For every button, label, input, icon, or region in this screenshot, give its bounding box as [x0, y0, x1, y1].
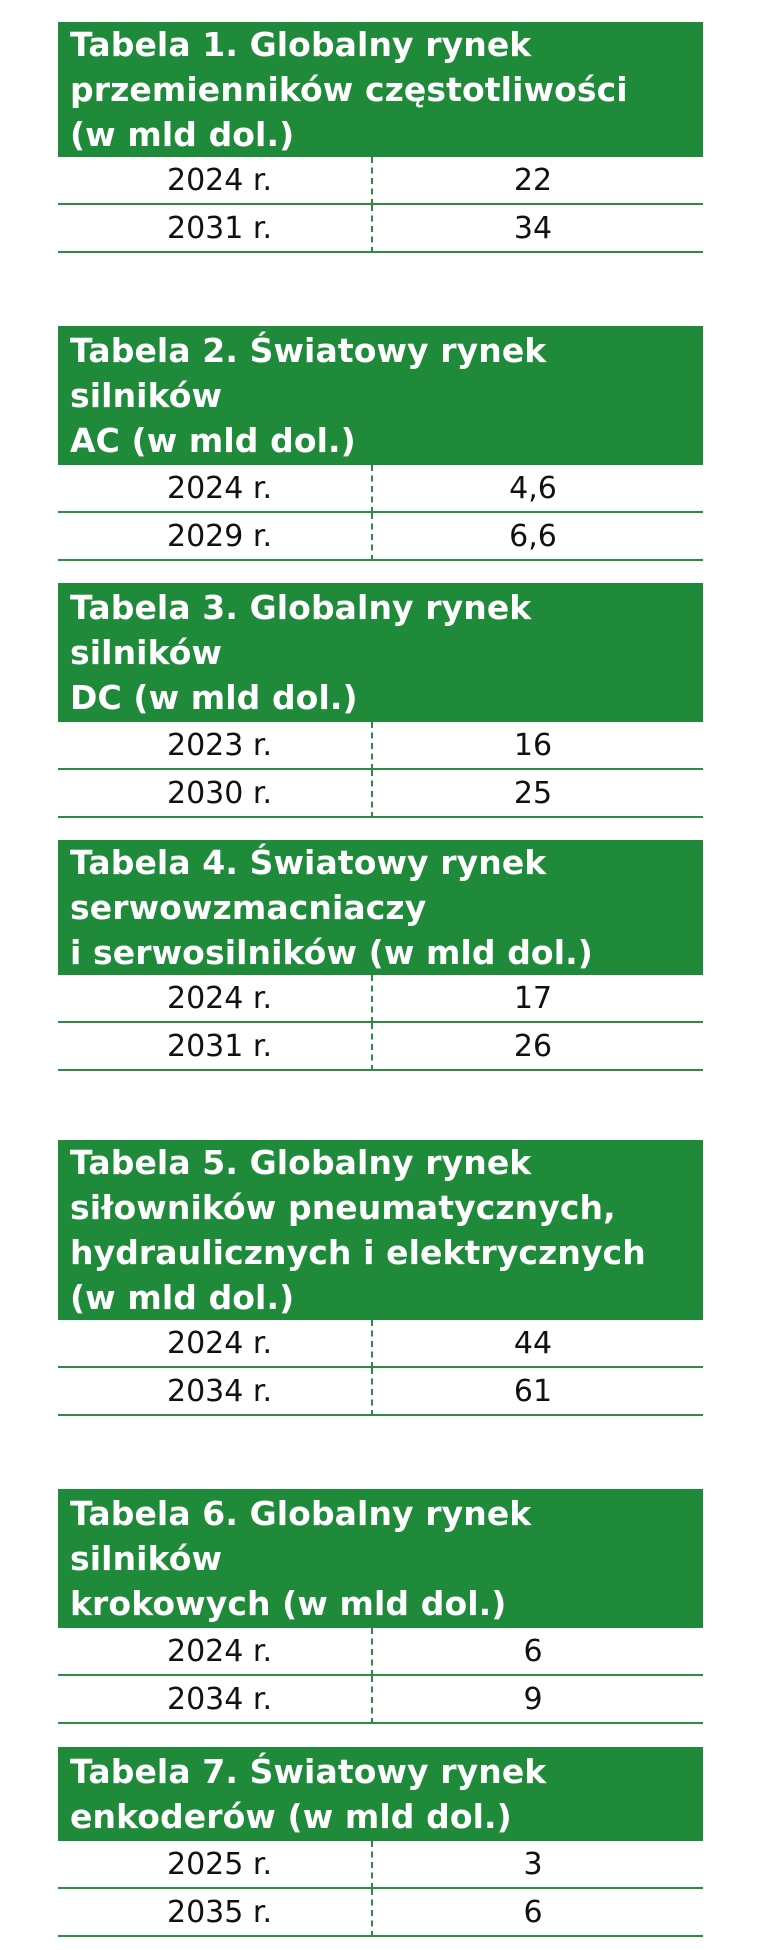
year-cell: 2034 r. [167, 1373, 272, 1409]
year-cell: 2024 r. [167, 470, 272, 506]
year-cell: 2024 r. [167, 1633, 272, 1669]
value-cell: 3 [523, 1846, 543, 1882]
table-6-title-line-2: krokowych (w mld dol.) [70, 1584, 507, 1623]
table-5-title-line-1: Tabela 5. Globalny rynek [70, 1143, 532, 1182]
value-cell: 44 [513, 1325, 553, 1361]
year-cell: 2030 r. [167, 775, 272, 811]
value-cell: 6 [523, 1894, 543, 1930]
table-row [58, 1368, 703, 1416]
year-cell: 2024 r. [167, 162, 272, 198]
table-1-title-line-2: przemienników częstotliwości [70, 70, 628, 109]
value-cell: 6,6 [509, 518, 557, 554]
table-4 [58, 840, 703, 1071]
value-cell: 61 [513, 1373, 553, 1409]
table-1-title-line-3: (w mld dol.) [70, 115, 295, 154]
table-5-title-line-4: (w mld dol.) [70, 1278, 295, 1317]
table-3-title [58, 583, 703, 722]
value-cell: 16 [513, 727, 553, 763]
year-cell: 2024 r. [167, 980, 272, 1016]
year-cell: 2029 r. [167, 518, 272, 554]
value-cell: 26 [513, 1028, 553, 1064]
table-4-title [58, 840, 703, 975]
year-cell: 2031 r. [167, 1028, 272, 1064]
year-cell: 2024 r. [167, 1325, 272, 1361]
year-cell: 2025 r. [167, 1846, 272, 1882]
table-row [58, 205, 703, 253]
value-cell: 6 [523, 1633, 543, 1669]
table-4-title-line-1: Tabela 4. Światowy rynek [70, 843, 547, 882]
table-7-title-line-2: enkoderów (w mld dol.) [70, 1797, 512, 1836]
table-row [58, 975, 703, 1023]
table-7-title-line-1: Tabela 7. Światowy rynek [70, 1752, 547, 1791]
table-row [58, 1320, 703, 1368]
year-cell: 2031 r. [167, 210, 272, 246]
table-2-title-line-2: AC (w mld dol.) [70, 421, 356, 460]
table-4-title-line-2: serwowzmacniaczy [70, 888, 427, 927]
table-5 [58, 1140, 703, 1416]
value-cell: 4,6 [509, 470, 557, 506]
value-cell: 9 [523, 1681, 543, 1717]
year-cell: 2035 r. [167, 1894, 272, 1930]
table-2 [58, 326, 703, 561]
value-cell: 17 [513, 980, 553, 1016]
table-7-title [58, 1747, 703, 1841]
table-3 [58, 583, 703, 818]
year-cell: 2034 r. [167, 1681, 272, 1717]
table-2-title [58, 326, 703, 465]
table-1-title-line-1: Tabela 1. Globalny rynek [70, 25, 532, 64]
table-2-title-line-1: Tabela 2. Światowy rynek silników [70, 331, 547, 415]
table-row [58, 1676, 703, 1724]
value-cell: 25 [513, 775, 553, 811]
table-row [58, 1841, 703, 1889]
table-5-title-line-2: siłowników pneumatycznych, [70, 1188, 616, 1227]
table-5-title-line-3: hydraulicznych i elektrycznych [70, 1233, 646, 1272]
table-6-title [58, 1489, 703, 1628]
table-row [58, 157, 703, 205]
table-3-title-line-1: Tabela 3. Globalny rynek silników [70, 588, 532, 672]
value-cell: 22 [513, 162, 553, 198]
table-row [58, 513, 703, 561]
table-row [58, 722, 703, 770]
table-4-title-line-3: i serwosilników (w mld dol.) [70, 933, 593, 972]
value-cell: 34 [513, 210, 553, 246]
table-row [58, 1889, 703, 1937]
table-row [58, 465, 703, 513]
table-row [58, 1628, 703, 1676]
table-row [58, 1023, 703, 1071]
table-row [58, 770, 703, 818]
table-6 [58, 1489, 703, 1724]
table-1 [58, 22, 703, 253]
table-7 [58, 1747, 703, 1937]
table-3-title-line-2: DC (w mld dol.) [70, 678, 358, 717]
table-6-title-line-1: Tabela 6. Globalny rynek silników [70, 1494, 532, 1578]
table-5-title [58, 1140, 703, 1320]
year-cell: 2023 r. [167, 727, 272, 763]
table-1-title [58, 22, 703, 157]
